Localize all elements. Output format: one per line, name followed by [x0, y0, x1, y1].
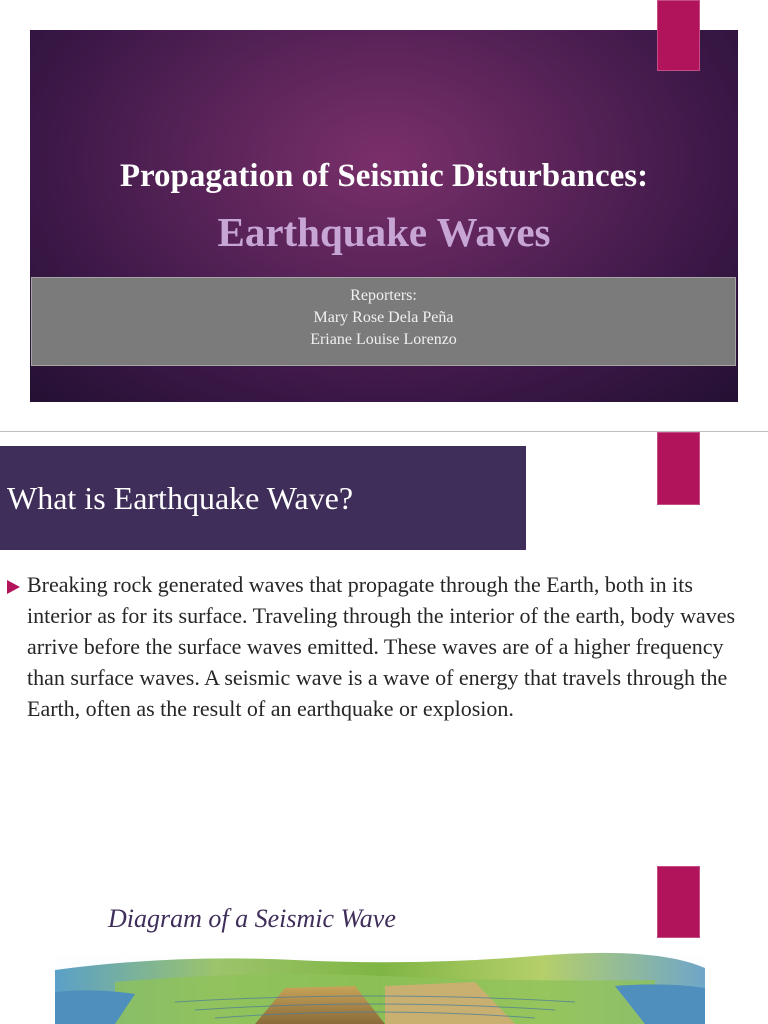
reporters-band [31, 277, 736, 366]
accent-tab [657, 0, 700, 71]
accent-tab [657, 432, 700, 505]
slide-title: Propagation of Seismic Disturbances: [119, 158, 649, 194]
reporter-name-2: Eriane Louise Lorenzo [310, 331, 457, 348]
diagram-caption: Diagram of a Seismic Wave [108, 904, 396, 933]
slide-heading: What is Earthquake Wave? [7, 480, 354, 516]
title-slide [0, 0, 768, 430]
earth-cross-section-illustration [55, 942, 705, 1024]
accent-tab [657, 866, 700, 938]
content-slide [0, 432, 768, 1024]
slide-subtitle: Earthquake Waves [217, 209, 551, 255]
bullet-paragraph: Breaking rock generated waves that propagate through the Earth, both in its interior as for its surface. Traveling through the interior of the earth, body waves arrive before the surface waves emitted. These waves are of a higher frequency than surface waves. A seismic wave is a wave of energy that travels through the Earth, often as the result of an earthquake or explosion. [27, 572, 736, 721]
seismic-diagram-image [55, 942, 705, 1024]
reporters-label: Reporters: [350, 287, 417, 304]
reporter-name-1: Mary Rose Dela Peña [313, 309, 454, 326]
bullet-arrow-icon [7, 580, 20, 594]
